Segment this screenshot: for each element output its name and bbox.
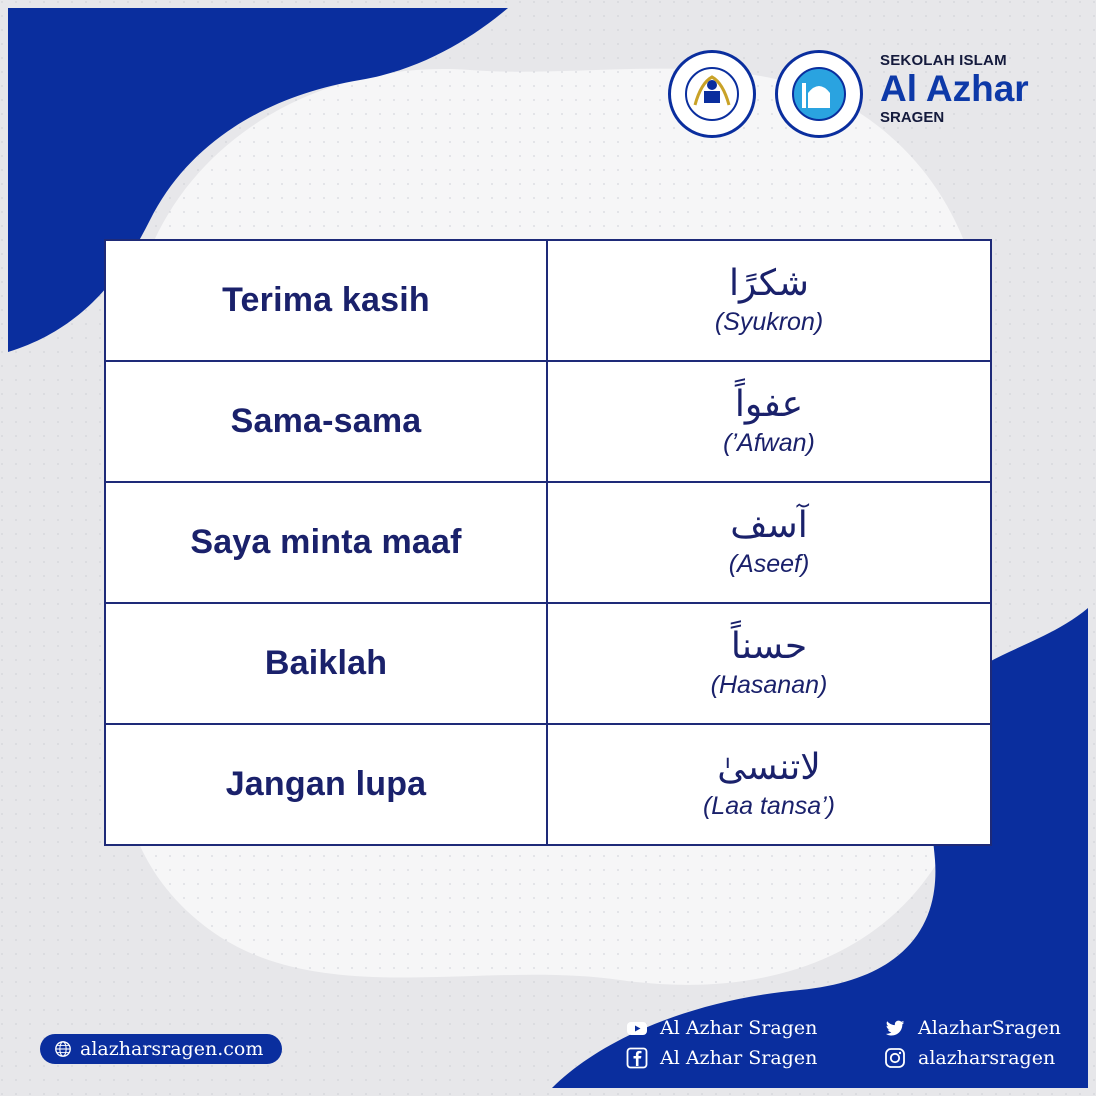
instagram-icon <box>884 1047 906 1069</box>
brand-line-1: SEKOLAH ISLAM <box>880 52 1007 69</box>
arabic-phrase: آسف <box>730 505 808 547</box>
youtube-handle: Al Azhar Sragen <box>660 1017 818 1039</box>
transliteration: (Hasanan) <box>710 670 828 699</box>
website-text: alazharsragen.com <box>80 1038 264 1060</box>
indonesian-cell <box>105 724 547 845</box>
indonesian-phrase: Jangan lupa <box>225 765 427 803</box>
website-link[interactable] <box>40 1034 282 1064</box>
indonesian-cell <box>105 361 547 482</box>
table-row <box>105 361 991 482</box>
transliteration: (Syukron) <box>714 307 824 336</box>
transliteration: (Aseef) <box>728 549 810 578</box>
globe-icon <box>54 1040 72 1058</box>
arabic-cell <box>547 724 991 845</box>
youtube-icon <box>626 1017 648 1039</box>
transliteration: (Laa tansa’) <box>702 791 836 820</box>
school-brand <box>880 52 1029 126</box>
table-row <box>105 482 991 603</box>
arabic-phrase: حسناً <box>730 626 808 668</box>
youtube-link[interactable] <box>626 1017 817 1039</box>
indonesian-cell <box>105 482 547 603</box>
facebook-icon <box>626 1047 648 1069</box>
indonesian-phrase: Sama-sama <box>230 402 422 440</box>
table-row <box>105 240 991 361</box>
indonesian-cell <box>105 603 547 724</box>
twitter-icon <box>884 1017 906 1039</box>
arabic-phrase: لاتنسىٰ <box>717 747 821 789</box>
yayasan-emblem-icon <box>671 53 753 135</box>
facebook-link[interactable] <box>626 1047 817 1069</box>
arabic-phrase: عفواً <box>734 384 804 426</box>
transliteration: (’Afwan) <box>723 428 815 457</box>
twitter-link[interactable] <box>884 1017 1061 1039</box>
instagram-handle: alazharsragen <box>918 1047 1056 1069</box>
arabic-cell <box>547 603 991 724</box>
indonesian-cell <box>105 240 547 361</box>
table-row <box>105 603 991 724</box>
yayasan-logo <box>668 50 756 138</box>
arabic-cell <box>547 240 991 361</box>
arabic-cell <box>547 482 991 603</box>
vocabulary-table <box>104 239 992 846</box>
indonesian-phrase: Baiklah <box>264 644 388 682</box>
instagram-link[interactable] <box>884 1047 1055 1069</box>
indonesian-phrase: Terima kasih <box>222 281 430 319</box>
arabic-phrase: شكرًا <box>729 263 809 305</box>
facebook-handle: Al Azhar Sragen <box>660 1047 818 1069</box>
brand-line-3: SRAGEN <box>880 109 945 126</box>
indonesian-phrase: Saya minta maaf <box>190 523 462 561</box>
al-azhar-logo <box>775 50 863 138</box>
mosque-emblem-icon <box>778 53 860 135</box>
twitter-handle: AlazharSragen <box>918 1017 1061 1039</box>
table-row <box>105 724 991 845</box>
brand-name: Al Azhar <box>880 68 1029 109</box>
arabic-cell <box>547 361 991 482</box>
